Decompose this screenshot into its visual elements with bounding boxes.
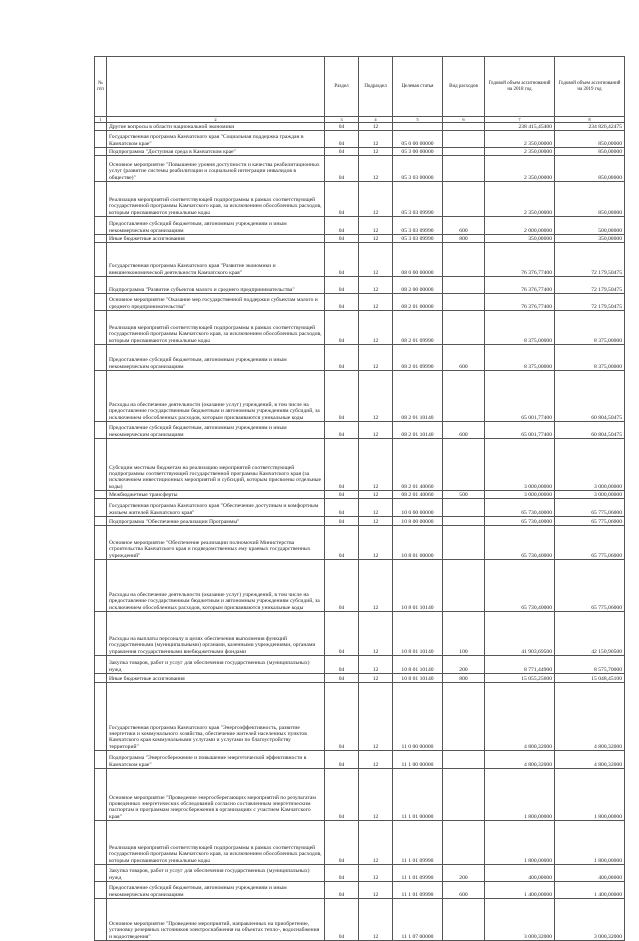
row-2018-cell: 8 375,00000	[485, 345, 555, 371]
header-num: № п/п	[95, 57, 107, 117]
row-csr-cell: 11 0 00 00000	[393, 683, 443, 751]
row-num-cell	[95, 217, 107, 235]
row-2019-cell: 850,00000	[555, 156, 625, 182]
row-csr-cell: 11 1 07 00000	[393, 899, 443, 941]
table-row	[95, 612, 625, 656]
row-num-cell	[95, 821, 107, 865]
row-vid-cell	[443, 821, 485, 865]
table-row	[95, 439, 625, 491]
header-csr: Целевая статья	[393, 57, 443, 117]
row-razdel-cell: 04	[325, 560, 359, 612]
row-2019-cell: 8 375,00000	[555, 311, 625, 345]
table-row	[95, 294, 625, 311]
header-name	[107, 57, 325, 117]
row-vid-cell	[443, 769, 485, 821]
row-csr-cell: 08 2 01 40060	[393, 439, 443, 491]
row-razdel-cell: 04	[325, 517, 359, 526]
row-podrazdel-cell: 12	[359, 294, 393, 311]
row-podrazdel-cell: 12	[359, 560, 393, 612]
row-num-cell	[95, 499, 107, 517]
row-2018-cell: 65 001,77400	[485, 422, 555, 439]
table-row	[95, 882, 625, 899]
row-podrazdel-cell: 12	[359, 123, 393, 131]
row-razdel-cell: 04	[325, 491, 359, 499]
row-razdel-cell: 04	[325, 345, 359, 371]
row-num-cell	[95, 243, 107, 277]
row-csr-cell: 11 1 01 09990	[393, 882, 443, 899]
row-2019-cell: 850,00000	[555, 131, 625, 148]
row-name-cell: Реализация мероприятий соответствующей подпрограммы в рамках соответствующей государственной программы Камчатского края, за исключением обособленных расходов, которым присваиваются уникальные коды	[107, 182, 325, 217]
row-2019-cell: 65 775,06000	[555, 526, 625, 560]
row-vid-cell	[443, 517, 485, 526]
row-2019-cell: 400,00000	[555, 865, 625, 882]
row-2019-cell: 72 179,50475	[555, 243, 625, 277]
row-num-cell	[95, 345, 107, 371]
row-podrazdel-cell: 12	[359, 612, 393, 656]
row-csr-cell: 05 3 03 09990	[393, 217, 443, 235]
row-vid-cell	[443, 311, 485, 345]
row-razdel-cell: 04	[325, 235, 359, 243]
col-number: 2	[107, 117, 325, 123]
table-row	[95, 865, 625, 882]
row-razdel-cell: 04	[325, 131, 359, 148]
row-podrazdel-cell: 12	[359, 656, 393, 674]
row-vid-cell	[443, 123, 485, 131]
row-2019-cell: 72 179,50475	[555, 277, 625, 294]
row-name-cell: Подпрограмма "Обеспечение реализации Программы"	[107, 517, 325, 526]
table-row	[95, 311, 625, 345]
table-row	[95, 499, 625, 517]
row-num-cell	[95, 674, 107, 683]
row-vid-cell	[443, 439, 485, 491]
row-csr-cell: 10 0 00 00000	[393, 499, 443, 517]
row-num-cell	[95, 517, 107, 526]
row-2018-cell: 2 350,00000	[485, 182, 555, 217]
row-vid-cell: 600	[443, 345, 485, 371]
table-header-row	[95, 57, 625, 117]
table-row	[95, 243, 625, 277]
row-2018-cell: 15 055,25600	[485, 674, 555, 683]
row-csr-cell: 08 2 01 10140	[393, 371, 443, 422]
row-vid-cell	[443, 277, 485, 294]
row-csr-cell: 10 8 01 00000	[393, 526, 443, 560]
row-csr-cell: 08 0 00 00000	[393, 243, 443, 277]
row-razdel-cell: 04	[325, 821, 359, 865]
row-vid-cell	[443, 131, 485, 148]
row-vid-cell: 600	[443, 422, 485, 439]
budget-table	[94, 56, 625, 941]
row-vid-cell	[443, 499, 485, 517]
row-2018-cell: 1 400,00000	[485, 882, 555, 899]
col-number: 4	[359, 117, 393, 123]
row-csr-cell: 08 2 01 00000	[393, 294, 443, 311]
row-csr-cell: 08 2 01 09990	[393, 345, 443, 371]
row-csr-cell: 10 8 00 00000	[393, 517, 443, 526]
table-row	[95, 517, 625, 526]
row-name-cell: Реализация мероприятий соответствующей подпрограммы в рамках соответствующей государственной программы Камчатского края, за исключением обособленных расходов, которым присваиваются уникальные коды	[107, 311, 325, 345]
row-name-cell: Основное мероприятие "Проведение мероприятий, направленных на приобретение, установку резервных источников электроснабжения на объектах тепло-, водоснабжения и водоотведения"	[107, 899, 325, 941]
col-number: 3	[325, 117, 359, 123]
row-csr-cell: 05 3 00 00000	[393, 148, 443, 156]
row-num-cell	[95, 156, 107, 182]
row-podrazdel-cell: 12	[359, 345, 393, 371]
row-podrazdel-cell: 12	[359, 182, 393, 217]
row-podrazdel-cell: 12	[359, 277, 393, 294]
table-row	[95, 422, 625, 439]
row-num-cell	[95, 751, 107, 769]
row-2018-cell: 8 375,00000	[485, 311, 555, 345]
row-razdel-cell: 04	[325, 674, 359, 683]
header-2018: Годовой объем ассигнований на 2018 год	[485, 57, 555, 117]
row-name-cell: Субсидии местным бюджетам на реализацию мероприятий соответствующей подпрограммы соответствующей государственной программы Камчатского края (за исключением инвестиционных мероприятий и субсидий, которым присвоены отдельные коды)	[107, 439, 325, 491]
row-csr-cell: 11 1 00 00000	[393, 751, 443, 769]
table-row	[95, 526, 625, 560]
row-podrazdel-cell: 12	[359, 499, 393, 517]
row-razdel-cell: 04	[325, 751, 359, 769]
row-name-cell: Закупка товаров, работ и услуг для обеспечения государственных (муниципальных) нужд	[107, 865, 325, 882]
table-row	[95, 674, 625, 683]
row-name-cell: Расходы на обеспечение деятельности (оказание услуг) учреждений, в том числе на предоставление государственным бюджетным и автономным учреждениям субсидий, за исключением обособленных расходов, которым присваиваются уникальные коды	[107, 560, 325, 612]
header-2019: Годовой объем ассигнований на 2019 год	[555, 57, 625, 117]
row-name-cell: Расходы на обеспечение деятельности (оказание услуг) учреждений, в том числе на предоставление государственным бюджетным и автономным учреждениям субсидий, за исключением обособленных расходов, которым присваиваются уникальные коды	[107, 371, 325, 422]
row-2018-cell: 76 376,77400	[485, 294, 555, 311]
row-podrazdel-cell: 12	[359, 217, 393, 235]
row-razdel-cell: 04	[325, 294, 359, 311]
row-razdel-cell: 04	[325, 277, 359, 294]
row-name-cell: Иные бюджетные ассигнования	[107, 674, 325, 683]
row-podrazdel-cell: 12	[359, 882, 393, 899]
row-2018-cell: 65 730,40000	[485, 560, 555, 612]
row-podrazdel-cell: 12	[359, 311, 393, 345]
row-2018-cell: 8 771,44900	[485, 656, 555, 674]
row-csr-cell: 10 8 01 10140	[393, 612, 443, 656]
row-csr-cell: 05 0 00 00000	[393, 131, 443, 148]
table-row	[95, 123, 625, 131]
row-name-cell: Предоставление субсидий бюджетным, автономным учреждениям и иным некоммерческим организациям	[107, 882, 325, 899]
row-csr-cell: 10 8 01 10140	[393, 656, 443, 674]
row-2019-cell: 4 800,32000	[555, 683, 625, 751]
row-2019-cell: 3 000,32000	[555, 899, 625, 941]
row-2019-cell: 3 000,00000	[555, 439, 625, 491]
row-podrazdel-cell: 12	[359, 422, 393, 439]
row-razdel-cell: 04	[325, 182, 359, 217]
row-razdel-cell: 04	[325, 612, 359, 656]
row-razdel-cell: 04	[325, 899, 359, 941]
row-vid-cell	[443, 683, 485, 751]
row-name-cell: Основное мероприятие "Обеспечение реализации полномочий Министерства строительства Камчатского края и подведомственных ему краевых государственных учреждений"	[107, 526, 325, 560]
row-csr-cell: 11 1 01 09990	[393, 865, 443, 882]
row-2018-cell: 76 376,77400	[485, 243, 555, 277]
row-2018-cell: 65 730,40000	[485, 526, 555, 560]
row-num-cell	[95, 491, 107, 499]
row-podrazdel-cell: 12	[359, 131, 393, 148]
row-num-cell	[95, 311, 107, 345]
row-podrazdel-cell: 12	[359, 751, 393, 769]
row-razdel-cell: 04	[325, 656, 359, 674]
row-razdel-cell: 04	[325, 769, 359, 821]
row-podrazdel-cell: 12	[359, 491, 393, 499]
table-row	[95, 217, 625, 235]
row-razdel-cell: 04	[325, 865, 359, 882]
row-vid-cell: 500	[443, 491, 485, 499]
table-row	[95, 769, 625, 821]
row-num-cell	[95, 683, 107, 751]
row-2018-cell: 2 350,00000	[485, 131, 555, 148]
row-2018-cell: 3 000,32000	[485, 899, 555, 941]
row-podrazdel-cell: 12	[359, 371, 393, 422]
row-name-cell: Основное мероприятие "Оказание мер государственной поддержки субъектам малого и среднего предпринимательства"	[107, 294, 325, 311]
row-razdel-cell: 04	[325, 311, 359, 345]
table-row	[95, 148, 625, 156]
row-csr-cell: 08 2 01 10140	[393, 422, 443, 439]
row-podrazdel-cell: 12	[359, 156, 393, 182]
row-razdel-cell: 04	[325, 148, 359, 156]
row-2018-cell: 65 730,40000	[485, 517, 555, 526]
table-row	[95, 182, 625, 217]
row-2018-cell: 41 903,69500	[485, 612, 555, 656]
row-vid-cell	[443, 148, 485, 156]
table-row	[95, 821, 625, 865]
table-row	[95, 491, 625, 499]
row-razdel-cell: 04	[325, 123, 359, 131]
row-vid-cell	[443, 751, 485, 769]
row-2019-cell: 850,00000	[555, 182, 625, 217]
row-2019-cell: 65 775,06000	[555, 499, 625, 517]
row-name-cell: Реализация мероприятий соответствующей подпрограммы в рамках соответствующей государственной программы Камчатского края, за исключением обособленных расходов, которым присваиваются уникальные коды	[107, 821, 325, 865]
row-2018-cell: 1 800,00000	[485, 769, 555, 821]
row-2018-cell: 4 800,32000	[485, 751, 555, 769]
row-vid-cell: 800	[443, 674, 485, 683]
row-csr-cell: 08 2 00 00000	[393, 277, 443, 294]
row-name-cell: Расходы на выплаты персоналу в целях обеспечения выполнения функций государственными (муниципальными) органами, казенными учреждениями, органами управления государственными внебюджетными фондами	[107, 612, 325, 656]
col-number: 1	[95, 117, 107, 123]
row-razdel-cell: 04	[325, 156, 359, 182]
row-podrazdel-cell: 12	[359, 899, 393, 941]
row-2018-cell: 1 800,00000	[485, 821, 555, 865]
row-vid-cell	[443, 526, 485, 560]
row-2018-cell: 2 350,00000	[485, 156, 555, 182]
row-csr-cell: 05 3 03 00000	[393, 156, 443, 182]
row-podrazdel-cell: 12	[359, 243, 393, 277]
row-podrazdel-cell: 12	[359, 526, 393, 560]
row-podrazdel-cell: 12	[359, 821, 393, 865]
row-vid-cell	[443, 560, 485, 612]
row-num-cell	[95, 148, 107, 156]
row-2018-cell: 2 000,00000	[485, 217, 555, 235]
row-2018-cell: 350,00000	[485, 235, 555, 243]
row-num-cell	[95, 422, 107, 439]
header-podrazdel: Подраздел	[359, 57, 393, 117]
row-name-cell: Подпрограмма "Энергосбережение и повышение энергетической эффективности в Камчатском крае"	[107, 751, 325, 769]
row-num-cell	[95, 612, 107, 656]
row-name-cell: Предоставление субсидий бюджетным, автономным учреждениям и иным некоммерческим организациям	[107, 422, 325, 439]
row-name-cell: Иные бюджетные ассигнования	[107, 235, 325, 243]
row-2018-cell: 3 000,00000	[485, 491, 555, 499]
header-razdel: Раздел	[325, 57, 359, 117]
row-csr-cell	[393, 123, 443, 131]
row-num-cell	[95, 123, 107, 131]
row-csr-cell: 10 8 01 10140	[393, 674, 443, 683]
row-2019-cell: 8 575,70000	[555, 656, 625, 674]
row-num-cell	[95, 294, 107, 311]
row-podrazdel-cell: 12	[359, 683, 393, 751]
row-2019-cell: 1 800,00000	[555, 821, 625, 865]
row-vid-cell	[443, 243, 485, 277]
row-2018-cell: 400,00000	[485, 865, 555, 882]
row-name-cell: Государственная программа Камчатского края "Развитие экономики и внешнеэкономической деятельности Камчатского края"	[107, 243, 325, 277]
row-podrazdel-cell: 12	[359, 517, 393, 526]
row-num-cell	[95, 882, 107, 899]
row-2018-cell: 65 730,40000	[485, 499, 555, 517]
row-num-cell	[95, 439, 107, 491]
table-row	[95, 656, 625, 674]
row-2019-cell: 4 800,32000	[555, 751, 625, 769]
row-vid-cell: 800	[443, 235, 485, 243]
row-razdel-cell: 04	[325, 882, 359, 899]
row-csr-cell: 11 1 01 00000	[393, 769, 443, 821]
row-vid-cell	[443, 182, 485, 217]
row-podrazdel-cell: 12	[359, 674, 393, 683]
row-2019-cell: 65 775,06000	[555, 560, 625, 612]
row-num-cell	[95, 769, 107, 821]
budget-table-sheet	[94, 56, 624, 941]
row-name-cell: Государственная программа Камчатского края "Энергоэффективность, развитие энергетики и коммунального хозяйства, обеспечение жителей населенных пунктов Камчатского края коммунальными услугами и услугами по благоустройству территорий"	[107, 683, 325, 751]
row-2018-cell: 3 000,00000	[485, 439, 555, 491]
row-vid-cell	[443, 371, 485, 422]
row-2018-cell: 76 376,77400	[485, 277, 555, 294]
table-row	[95, 751, 625, 769]
row-vid-cell	[443, 156, 485, 182]
row-vid-cell: 600	[443, 882, 485, 899]
row-num-cell	[95, 277, 107, 294]
row-name-cell: Государственная программа Камчатского края "Обеспечение доступным и комфортным жильем жителей Камчатского края"	[107, 499, 325, 517]
row-2018-cell: 65 001,77400	[485, 371, 555, 422]
row-2018-cell: 238 415,45400	[485, 123, 555, 131]
table-row	[95, 560, 625, 612]
row-2019-cell: 1 800,00000	[555, 769, 625, 821]
row-name-cell: Межбюджетные трансферты	[107, 491, 325, 499]
table-row	[95, 277, 625, 294]
row-vid-cell	[443, 294, 485, 311]
row-podrazdel-cell: 12	[359, 865, 393, 882]
header-vid: Вид расходов	[443, 57, 485, 117]
row-name-cell: Основное мероприятие "Повышение уровня доступности и качества реабилитационных услуг (развитие системы реабилитации и социальной интеграции инвалидов в обществе)"	[107, 156, 325, 182]
row-2019-cell: 60 804,50475	[555, 422, 625, 439]
row-2018-cell: 2 350,00000	[485, 148, 555, 156]
row-vid-cell: 100	[443, 612, 485, 656]
row-csr-cell: 08 2 01 09990	[393, 311, 443, 345]
row-num-cell	[95, 371, 107, 422]
row-num-cell	[95, 526, 107, 560]
row-name-cell: Другие вопросы в области национальной экономики	[107, 123, 325, 131]
row-name-cell: Государственная программа Камчатского края "Социальная поддержка граждан в Камчатском крае"	[107, 131, 325, 148]
row-2019-cell: 72 179,50475	[555, 294, 625, 311]
row-name-cell: Закупка товаров, работ и услуг для обеспечения государственных (муниципальных) нужд	[107, 656, 325, 674]
row-2019-cell: 65 775,06000	[555, 517, 625, 526]
row-2019-cell: 350,00000	[555, 235, 625, 243]
row-vid-cell: 200	[443, 865, 485, 882]
row-razdel-cell: 04	[325, 243, 359, 277]
row-name-cell: Предоставление субсидий бюджетным, автономным учреждениям и иным некоммерческим организациям	[107, 345, 325, 371]
row-podrazdel-cell: 12	[359, 769, 393, 821]
row-num-cell	[95, 131, 107, 148]
row-2019-cell: 500,00000	[555, 217, 625, 235]
row-razdel-cell: 04	[325, 217, 359, 235]
row-num-cell	[95, 865, 107, 882]
row-num-cell	[95, 235, 107, 243]
table-row	[95, 345, 625, 371]
table-row	[95, 683, 625, 751]
row-csr-cell: 10 8 01 10140	[393, 560, 443, 612]
row-2019-cell: 8 375,00000	[555, 345, 625, 371]
table-row	[95, 131, 625, 148]
row-csr-cell: 05 3 03 09990	[393, 182, 443, 217]
row-2019-cell: 3 000,00000	[555, 491, 625, 499]
row-vid-cell: 200	[443, 656, 485, 674]
row-csr-cell: 08 2 01 40060	[393, 491, 443, 499]
col-number: 5	[393, 117, 443, 123]
row-podrazdel-cell: 12	[359, 439, 393, 491]
col-number: 7	[485, 117, 555, 123]
row-2019-cell: 850,00000	[555, 148, 625, 156]
table-body	[95, 123, 625, 941]
row-name-cell: Подпрограмма "Развитие субъектов малого и среднего предпринимательства"	[107, 277, 325, 294]
col-number: 6	[443, 117, 485, 123]
row-num-cell	[95, 656, 107, 674]
row-2019-cell: 15 048,45100	[555, 674, 625, 683]
row-razdel-cell: 04	[325, 526, 359, 560]
row-razdel-cell: 04	[325, 422, 359, 439]
row-name-cell: Предоставление субсидий бюджетным, автономным учреждениям и иным некоммерческим организациям	[107, 217, 325, 235]
row-csr-cell: 11 1 01 09990	[393, 821, 443, 865]
row-razdel-cell: 04	[325, 499, 359, 517]
row-2018-cell: 4 800,32000	[485, 683, 555, 751]
table-row	[95, 371, 625, 422]
row-podrazdel-cell: 12	[359, 148, 393, 156]
row-2019-cell: 234 826,42475	[555, 123, 625, 131]
row-2019-cell: 42 150,90500	[555, 612, 625, 656]
row-razdel-cell: 04	[325, 371, 359, 422]
row-num-cell	[95, 560, 107, 612]
row-name-cell: Подпрограмма "Доступная среда в Камчатском крае"	[107, 148, 325, 156]
row-razdel-cell: 04	[325, 683, 359, 751]
row-vid-cell: 600	[443, 217, 485, 235]
table-row	[95, 235, 625, 243]
col-number: 8	[555, 117, 625, 123]
row-csr-cell: 05 3 03 09990	[393, 235, 443, 243]
row-2019-cell: 60 804,50475	[555, 371, 625, 422]
row-name-cell: Основное мероприятие "Проведение энергосберегающих мероприятий по результатам проведенных энергетических обследований согласно составленным энергетическим паспортам и программам энергосбережения в организациях с участием Камчатского края"	[107, 769, 325, 821]
row-podrazdel-cell: 12	[359, 235, 393, 243]
row-2019-cell: 1 400,00000	[555, 882, 625, 899]
row-num-cell	[95, 182, 107, 217]
row-razdel-cell: 04	[325, 439, 359, 491]
table-row	[95, 156, 625, 182]
